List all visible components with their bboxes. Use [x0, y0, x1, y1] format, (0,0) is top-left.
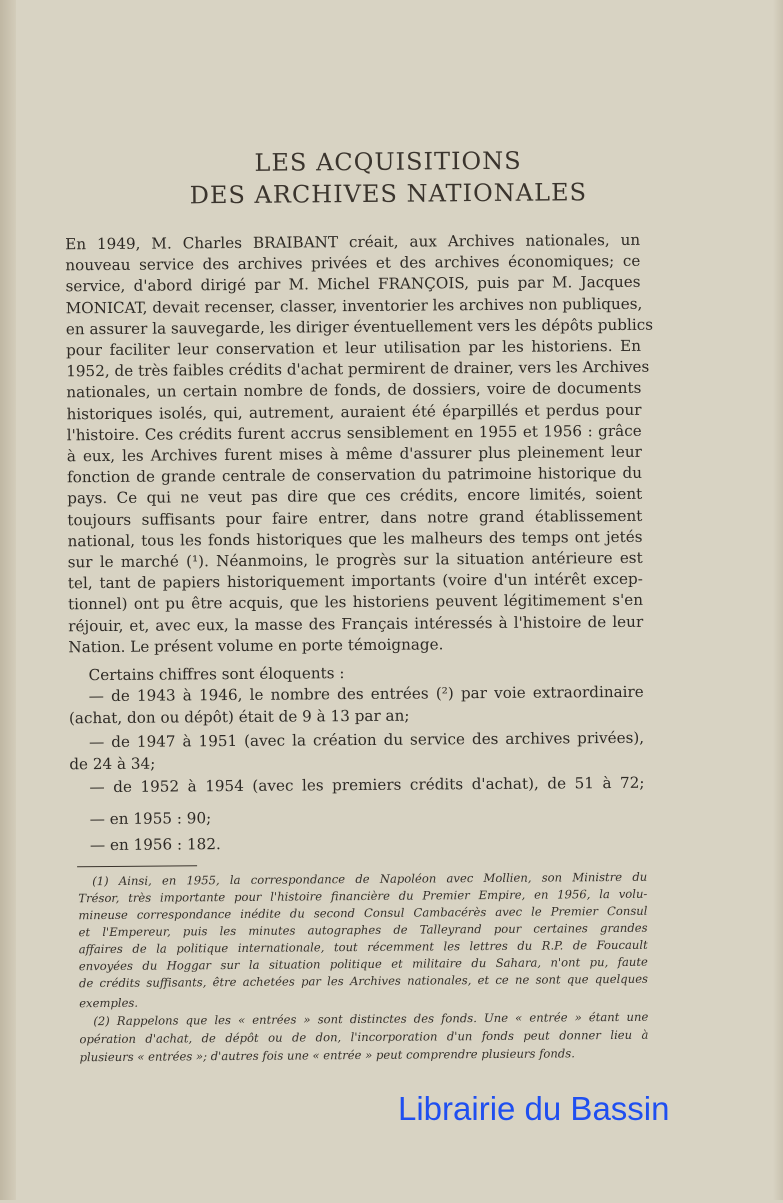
- footnote-line: plusieurs « entrées »; d'autres fois une « entrée » peut comprendre plusieurs fonds.: [79, 1046, 575, 1065]
- paragraph-line: fonction de grande centrale de conservation du patrimoine historique du: [66, 463, 643, 487]
- paragraph-line: pays. Ce qui ne veut pas dire que ces crédits, encore limités, soient: [67, 485, 643, 508]
- paragraph-line: toujours suffisants pour faire entrer, dans notre grand établissement: [67, 506, 643, 529]
- paragraph-line: MONICAT, devait recenser, classer, inventorier les archives non publiques,: [65, 294, 643, 317]
- footnote-rule: [77, 865, 197, 867]
- paragraph-line: tionnel) ont pu être acquis, que les historiens peuvent légitimement s'en: [67, 591, 644, 614]
- figure-line: Certains chiffres sont éloquents :: [88, 664, 345, 685]
- footnote-line: (1) Ainsi, en 1955, la correspondance de Napoléon avec Mollien, son Ministre du: [92, 869, 648, 889]
- paragraph-line: réjouir, et, avec eux, la masse des Français intéressés à l'histoire de leur: [68, 612, 644, 635]
- footnote-line: (2) Rappelons que les « entrées » sont distinctes des fonds. Une « entrée » étant une: [93, 1009, 649, 1029]
- paragraph-line: nouveau service des archives privées et des archives économiques; ce: [65, 251, 641, 275]
- paragraph-line: historiques isolés, qui, autrement, auraient été éparpillés et perdus pour: [66, 400, 642, 423]
- footnote-line: de crédits suffisants, être achetées par les Archives nationales, et ce ne sont que quelques: [78, 971, 649, 991]
- paragraph-line: 1952, de très faibles crédits d'achat permirent de drainer, vers les Archives: [66, 357, 650, 381]
- paragraph-line: pour faciliter leur conservation et leur utilisation par les historiens. En: [65, 336, 642, 360]
- figure-line: (achat, don ou dépôt) était de 9 à 13 par an;: [68, 706, 410, 728]
- paragraph-line: En 1949, M. Charles BRAIBANT créait, aux Archives nationales, un: [65, 230, 641, 254]
- paragraph-line: service, d'abord dirigé par M. Michel FRANÇOIS, puis par M. Jacques: [65, 273, 641, 296]
- footnote-line: opération d'achat, de dépôt ou de don, l'incorporation d'un fonds peut donner lieu à: [79, 1027, 649, 1047]
- paragraph-line: national, tous les fonds historiques que les malheurs des temps ont jetés: [67, 527, 643, 551]
- title-line-1: LES ACQUISITIONS: [254, 146, 522, 177]
- paragraph-line: Nation. Le présent volume en porte témoignage.: [68, 635, 444, 657]
- figure-line: — de 1952 à 1954 (avec les premiers crédits d'achat), de 51 à 72;: [89, 773, 645, 797]
- figure-line: — de 1947 à 1951 (avec la création du service des archives privées),: [89, 728, 645, 752]
- figure-line: de 24 à 34;: [69, 754, 156, 774]
- paragraph-line: nationales, un certain nombre de fonds, de dossiers, voire de documents: [66, 379, 642, 402]
- figure-line: — en 1955 : 90;: [89, 809, 212, 829]
- footnote-line: Trésor, très importante pour l'histoire financière du Premier Empire, en 1956, la volu-: [78, 886, 648, 906]
- paragraph-line: en assurer la sauvegarde, les diriger éventuellement vers les dépôts publics: [65, 315, 654, 339]
- footnote-line: exemples.: [79, 995, 139, 1011]
- footnote-line: et l'Empereur, puis les minutes autographes de Talleyrand pour certaines grandes: [78, 920, 648, 940]
- title-line-2: DES ARCHIVES NATIONALES: [189, 178, 588, 210]
- watermark: Librairie du Bassin: [398, 1090, 670, 1127]
- paragraph-line: sur le marché (¹). Néanmoins, le progrès sur la situation antérieure est: [67, 548, 643, 572]
- figure-line: — de 1943 à 1946, le nombre des entrées (²) par voie extraordinaire: [88, 682, 644, 706]
- paragraph-line: tel, tant de papiers historiquement importants (voire d'un intérêt excep-: [67, 569, 643, 593]
- footnote-line: mineuse correspondance inédite du second Consul Cambacérès avec le Premier Consul: [78, 903, 648, 923]
- paragraph-line: l'histoire. Ces crédits furent accrus sensiblement en 1955 et 1956 : grâce: [66, 421, 642, 445]
- footnote-line: affaires de la politique internationale, tout récemment les lettres du R.P. de Foucault: [78, 937, 648, 957]
- paragraph-line: à eux, les Archives furent mises à même d'assurer plus pleinement leur: [66, 442, 642, 466]
- footnote-line: envoyées du Hoggar sur la situation politique et militaire du Sahara, n'ont pu, faute: [78, 954, 648, 974]
- figure-line: — en 1956 : 182.: [89, 835, 221, 855]
